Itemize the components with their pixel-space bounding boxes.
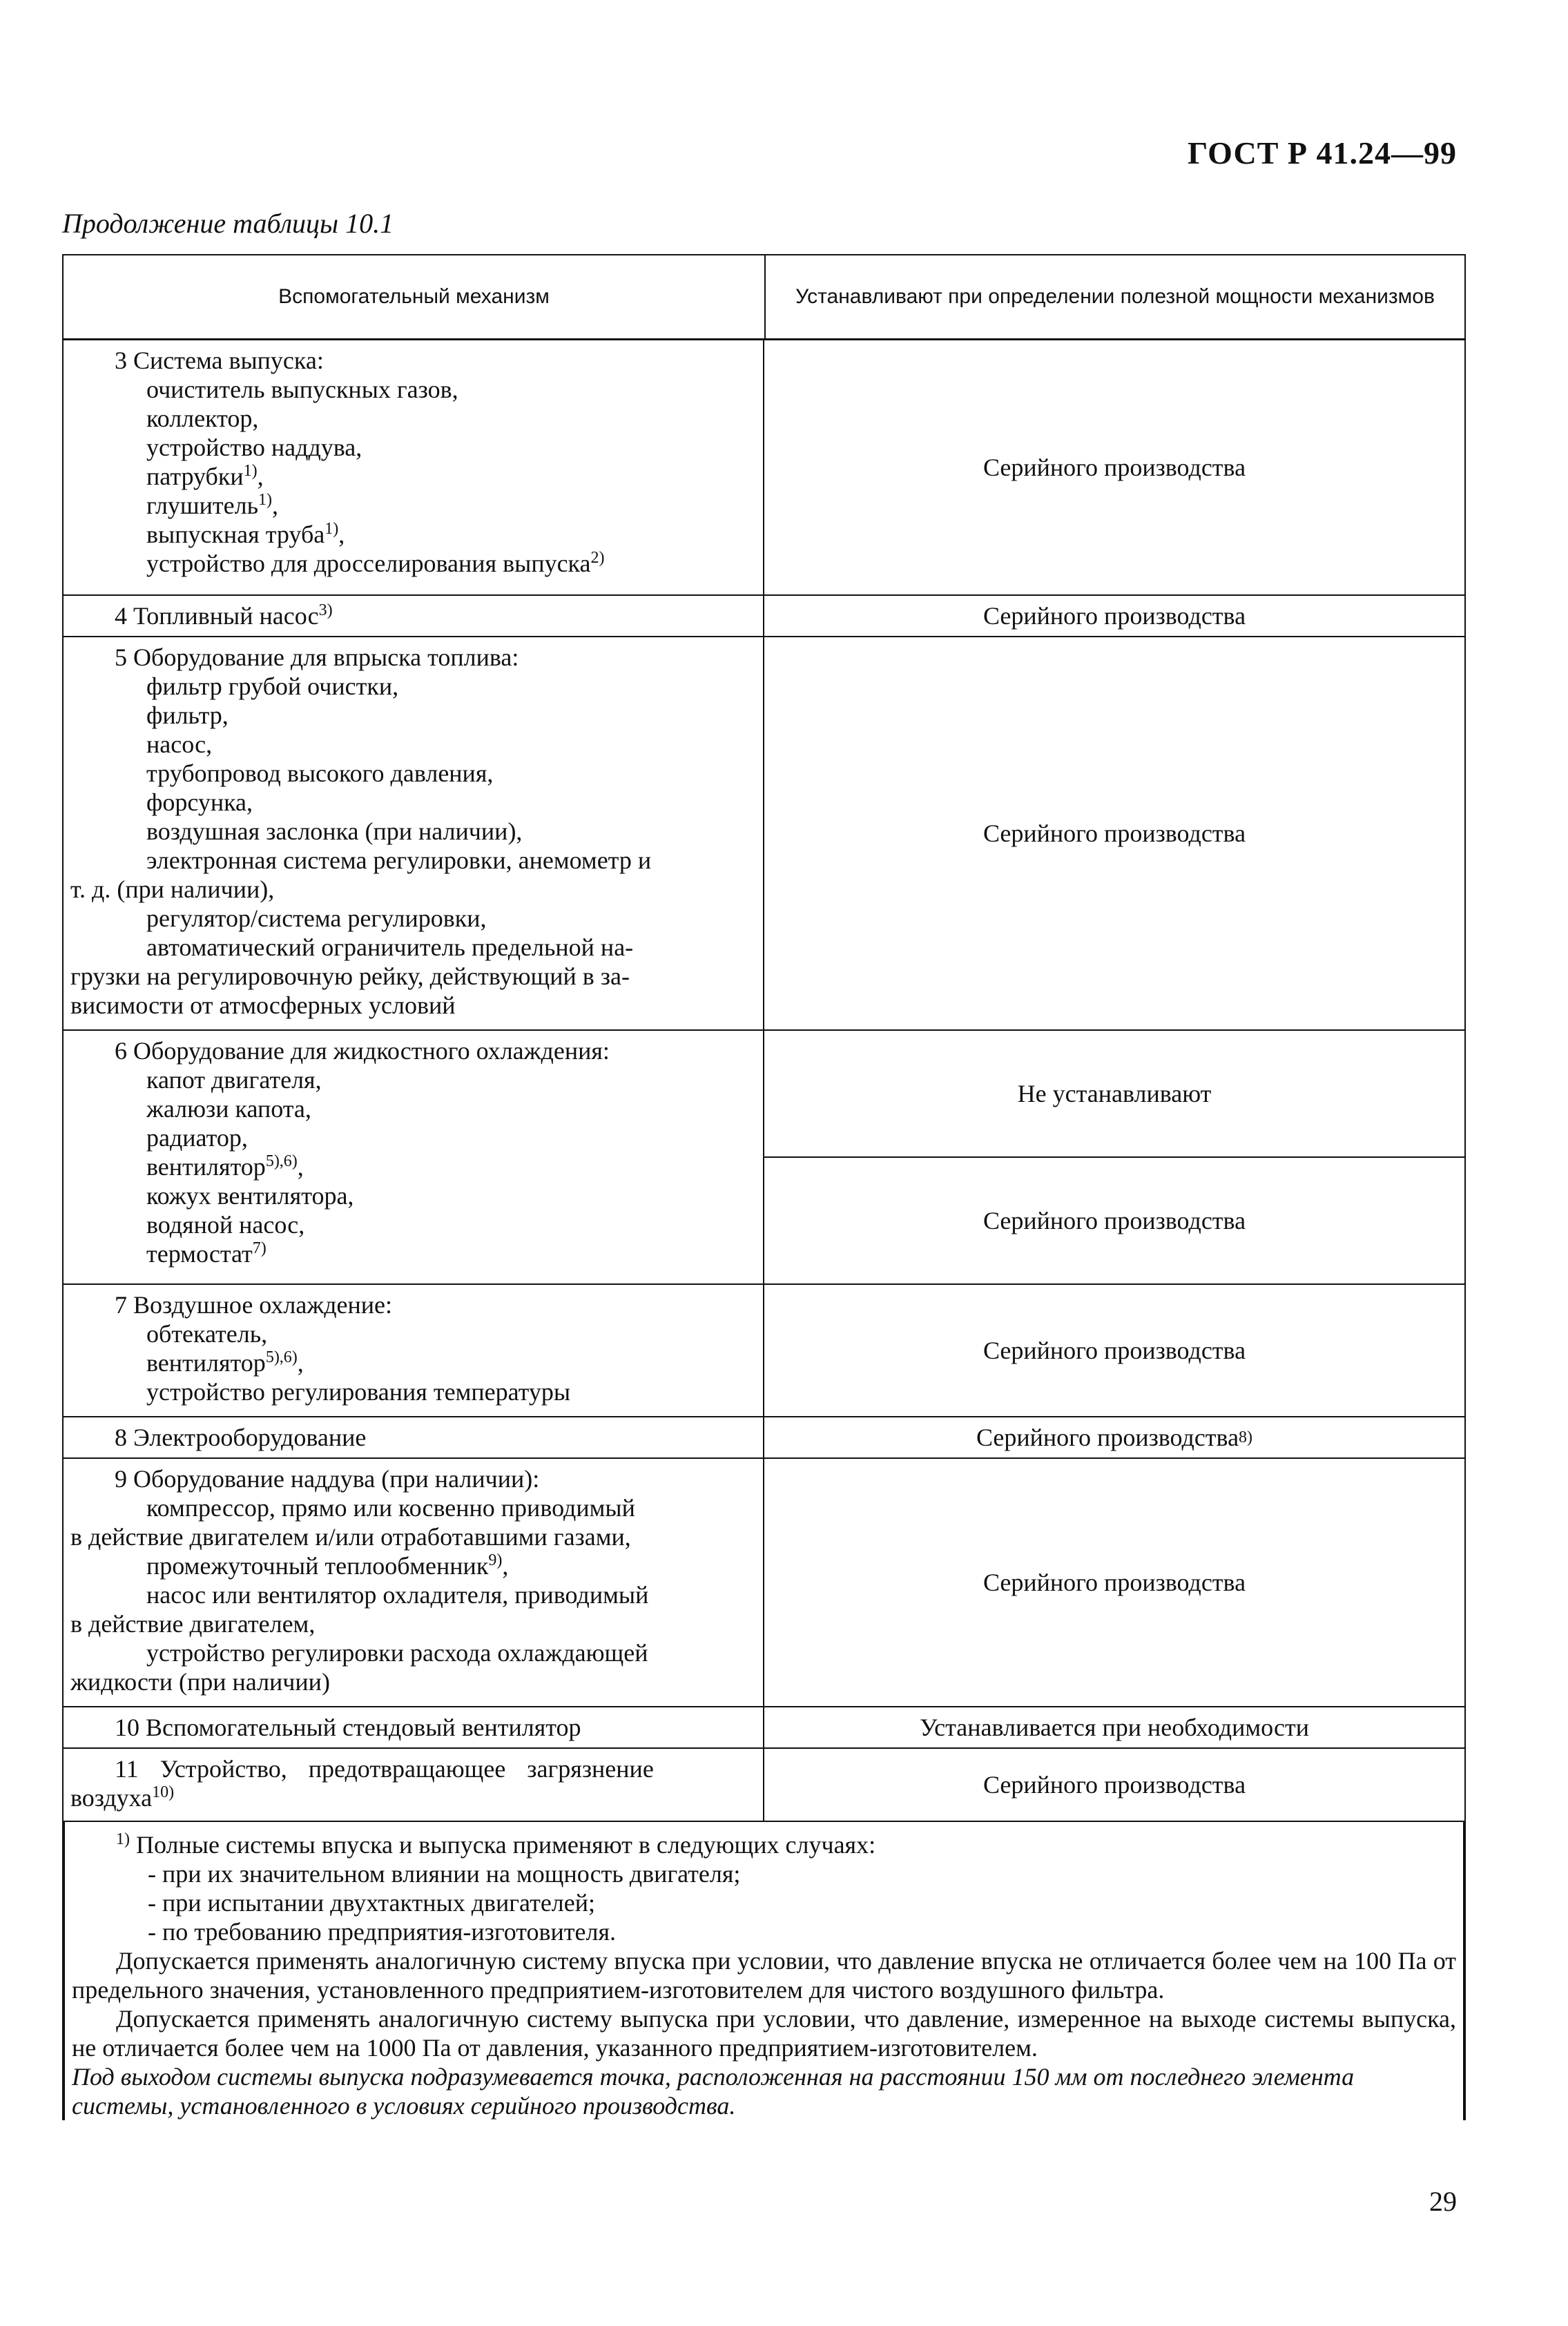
table-header xyxy=(64,255,1464,340)
row-mechanism: 9 Оборудование наддува (при наличии): компрессор, прямо или косвенно приводимый в действие двигателем и/или отработавшими газами, промежуточный теплообменник$^{9)}$, насос или вентилятор охладителя, приводимый в действие двигателем, устройство регулировки расхода охлаждающей жидкости (при наличии) xyxy=(64,1459,764,1706)
table-row xyxy=(64,637,1464,1031)
table-row xyxy=(64,1417,1464,1459)
row-value: Серийного производства xyxy=(983,820,1246,847)
row-mechanism: 5 Оборудование для впрыска топлива: фильтр грубой очистки, фильтр, насос, трубопровод высокого давления, форсунка, воздушная заслонка (при наличии), электронная система регулировки, анемометр и т. д. (при наличии), регулятор/система регулировки, автоматический ограничитель предельной на- грузки на регулировочную рейку, действующий в за- висимости от атмосферных условий xyxy=(64,637,764,1029)
col-header-installation: Устанавливают при определении полезной мощности механизмов xyxy=(795,285,1435,308)
row-value-a: Не устанавливают xyxy=(1017,1080,1212,1107)
row-mechanism: 7 Воздушное охлаждение: обтекатель, вентилятор$^{5),6)}$, устройство регулирования температуры xyxy=(64,1285,764,1416)
table-continuation-caption: Продолжение таблицы 10.1 xyxy=(62,208,394,239)
table-row xyxy=(64,1749,1464,1822)
row-value: Серийного производства xyxy=(983,454,1246,481)
row-value-b: Серийного производства xyxy=(764,1156,1464,1283)
row-mechanism: 4 Топливный насос$^{3)}$ xyxy=(64,596,764,636)
page-number: 29 xyxy=(1429,2186,1457,2217)
row-mechanism: 8 Электрооборудование xyxy=(64,1417,764,1457)
row-mechanism: 10 Вспомогательный стендовый вентилятор xyxy=(64,1707,764,1747)
table-row xyxy=(64,596,1464,637)
table-row xyxy=(64,1285,1464,1417)
table-row xyxy=(64,1707,1464,1749)
row-value: Устанавливается при необходимости xyxy=(919,1714,1310,1741)
col-header-mechanism: Вспомогательный механизм xyxy=(64,255,766,338)
row-mechanism: 3 Система выпуска: очиститель выпускных газов, коллектор, устройство наддува, патрубки$^{1)}$, глушитель$^{1)}$, выпускная труба$^{1)}$, устройство для дросселирования выпуска$^{2)}$ xyxy=(64,340,764,594)
row-value: Серийного производства xyxy=(983,1337,1246,1364)
table-footnotes: $^{1)}$ Полные системы впуска и выпуска применяют в следующих случаях: - при их значительном влиянии на мощность двигателя; - при испытании двухтактных двигателей; - по требованию предприятия-изготовителя. Допускается применять аналогичную систему впуска при условии, что давление впуска не отличается более чем на 100 Па от предельного значения, установленного предприятием-изготовителем для чистого воздушного фильтра. Допускается применять аналогичную систему выпуска при условии, что давление, измеренное на выходе системы выпуска, не отличается более чем на 1000 Па от давления, указанного предприятием-изготовителем. Под выходом системы выпуска подразумевается точка, расположенная на расстоянии 150 мм от последнего элемента системы, установленного в условиях серийного производства. xyxy=(64,1822,1464,2120)
table-row xyxy=(64,1459,1464,1707)
row-mechanism: 6 Оборудование для жидкостного охлаждения: капот двигателя, жалюзи капота, радиатор, вентилятор$^{5),6)}$, кожух вентилятора, водяной насос, термостат$^{7)}$ xyxy=(64,1031,764,1283)
row-value: Серийного производства xyxy=(983,602,1246,630)
standard-code: ГОСТ Р 41.24—99 xyxy=(1188,135,1457,171)
row-value: Серийного производства xyxy=(983,1569,1246,1596)
row-mechanism: 11 Устройство, предотвращающее загрязнение воздуха$^{10)}$ xyxy=(64,1749,764,1821)
row-value: Серийного производства xyxy=(983,1771,1246,1799)
mechanisms-table xyxy=(62,254,1466,2120)
table-row xyxy=(64,1031,1464,1285)
table-row xyxy=(64,340,1464,596)
row-value: Серийного производства 8) xyxy=(976,1424,1253,1451)
